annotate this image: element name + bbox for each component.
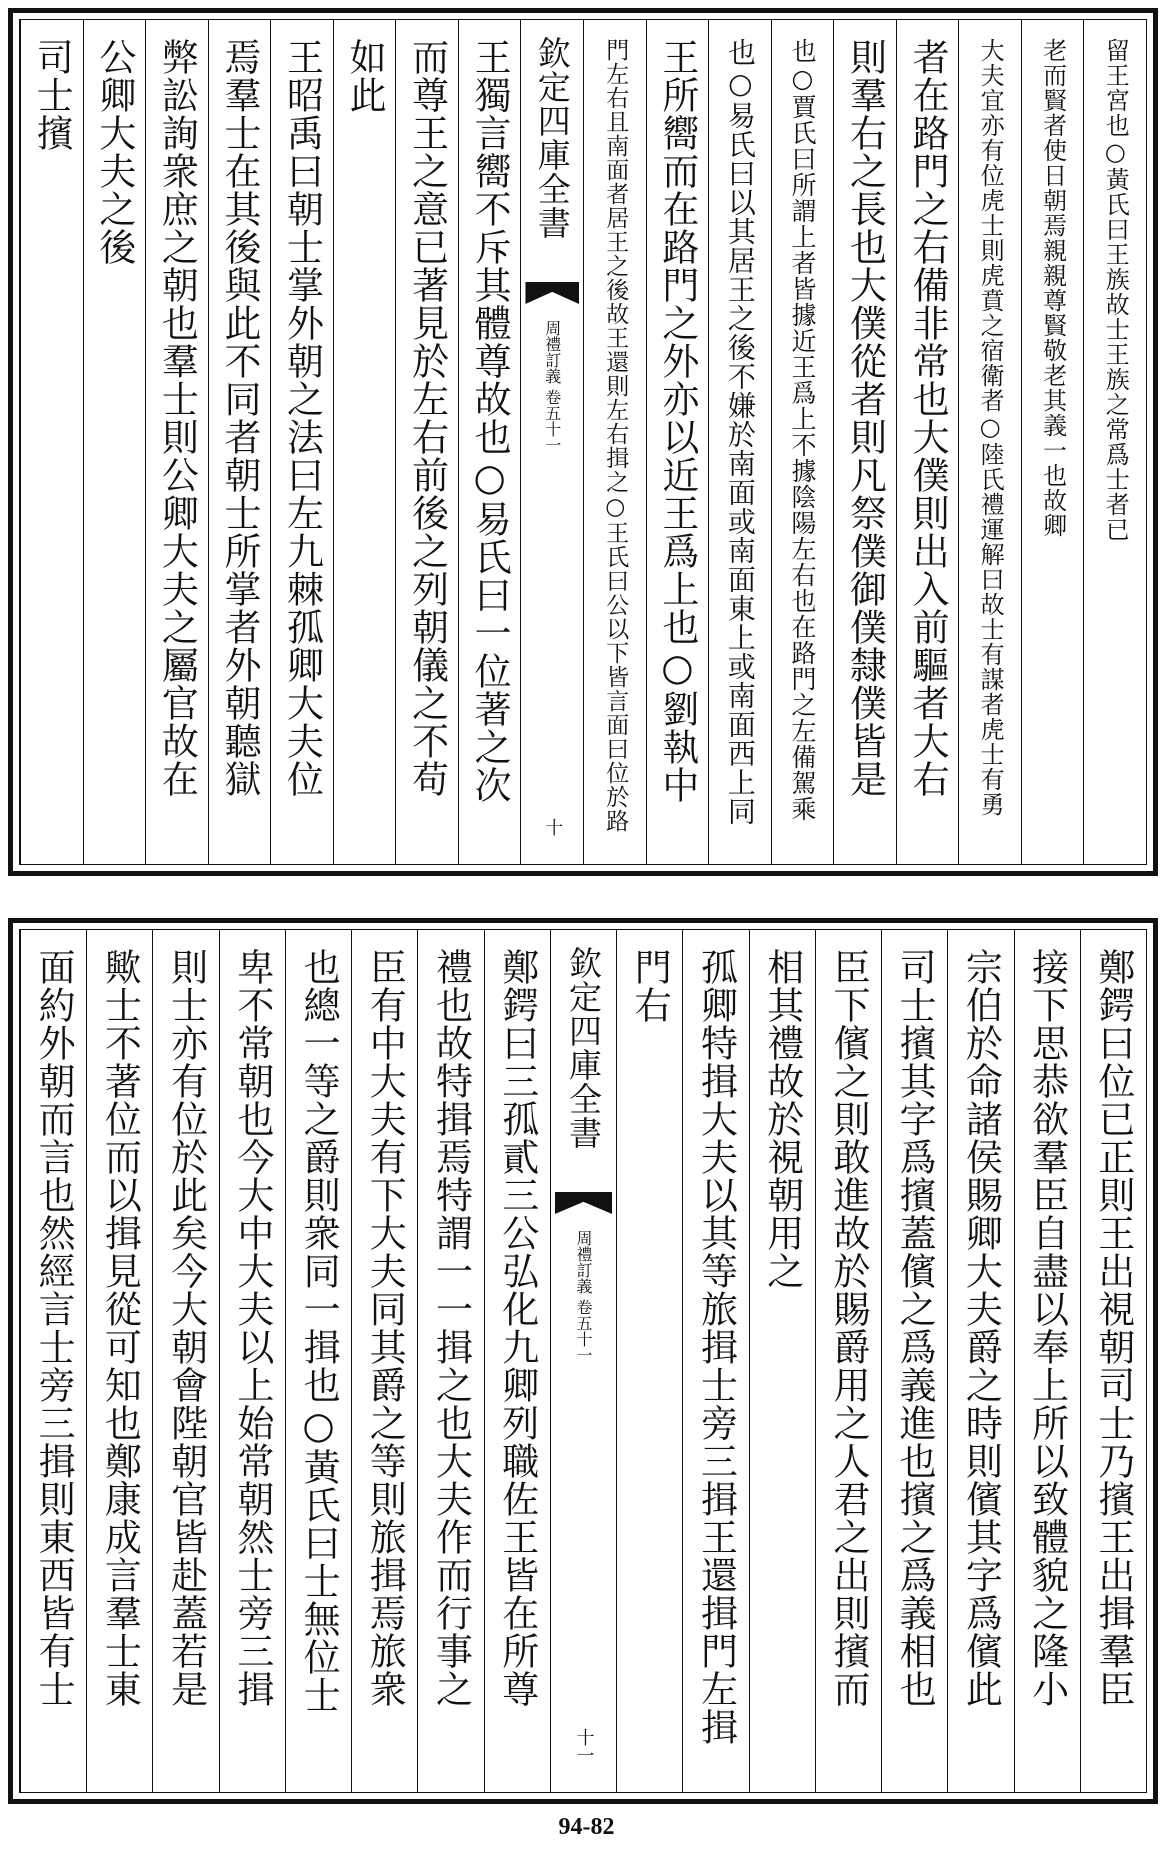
- page-number: 94-82: [558, 1814, 615, 1840]
- top-page: [8, 8, 1158, 876]
- collection-title: 欽定四庫全書: [532, 36, 572, 240]
- column-text: 門右: [628, 948, 672, 1024]
- text-column: [881, 930, 947, 1792]
- column-text: 面約外朝而言也然經言士旁三揖則東西皆有士: [32, 948, 76, 1708]
- leaf-number: 十一: [573, 1728, 595, 1764]
- text-column: [417, 930, 483, 1792]
- text-column: [708, 20, 771, 864]
- text-column: [145, 20, 208, 864]
- text-column: [815, 930, 881, 1792]
- column-text: 孤卿特揖大夫以其等旅揖士旁三揖王還揖門左揖: [694, 948, 738, 1746]
- bottom-page-text-area: [19, 929, 1147, 1793]
- column-text: 大夫宜亦有位虎士則虎賁之宿衛者○陸氏禮運解曰故士有謀者虎士有勇: [976, 38, 1005, 817]
- column-text: 則士亦有位於此矣今大朝會陛朝官皆赴蓋若是: [164, 948, 208, 1708]
- column-text: 者在路門之右備非常也大僕則出入前驅者大右: [906, 38, 950, 798]
- leaf-number: 十: [542, 818, 564, 836]
- text-column: [351, 930, 417, 1792]
- text-column: [83, 20, 146, 864]
- text-column: [395, 20, 458, 864]
- text-column: [484, 930, 550, 1792]
- text-column: [616, 930, 682, 1792]
- text-column: [270, 20, 333, 864]
- text-column: [896, 20, 959, 864]
- column-text: 門左右且南面者居王之後故王還則左右揖之○王氏曰公以下皆言面曰位於路: [602, 38, 629, 833]
- fishtail-mark-icon: [555, 1192, 612, 1214]
- column-text: 臣有中大夫有下大夫同其爵之等則旅揖焉旅衆: [363, 948, 407, 1708]
- column-text: 王獨言嚮不斥其體尊故也○易氏曰一位著之次: [468, 38, 512, 804]
- column-text: 卑不常朝也今大中大夫以上始常朝然士旁三揖: [230, 948, 274, 1708]
- fishtail-mark-icon: [525, 282, 579, 304]
- block-margin: [550, 930, 616, 1792]
- text-column: [646, 20, 709, 864]
- column-text: 王所嚮而在路門之外亦以近王爲上也○劉執中: [655, 38, 699, 804]
- text-column: [219, 930, 285, 1792]
- column-text: 老而賢者使日朝焉親親尊賢敬老其義一也故卿: [1038, 38, 1067, 538]
- text-column: [1083, 20, 1146, 864]
- text-column: [682, 930, 748, 1792]
- block-margin: [520, 20, 583, 864]
- text-column: [771, 20, 834, 864]
- text-column: [833, 20, 896, 864]
- text-column: [583, 20, 646, 864]
- text-column: [1021, 20, 1084, 864]
- column-text: 也○易氏曰以其居王之後不嫌於南面或南面東上或南面西上同: [723, 38, 757, 826]
- column-text: 也總一等之爵則衆同一揖也○黃氏曰士無位士: [297, 948, 341, 1714]
- top-page-text-area: [19, 19, 1147, 865]
- text-column: [958, 20, 1021, 864]
- bottom-page: [8, 918, 1158, 1804]
- collection-title: 欽定四庫全書: [564, 946, 603, 1150]
- text-column: [285, 930, 351, 1792]
- text-column: [20, 20, 83, 864]
- column-text: 臣下儐之則敢進故於賜爵用之人君之出則擯而: [826, 948, 870, 1708]
- text-column: [208, 20, 271, 864]
- volume-label: 周禮訂義 卷五十一: [574, 1230, 593, 1364]
- column-text: 宗伯於命諸侯賜卿大夫爵之時則儐其字爲儐此: [959, 948, 1003, 1708]
- column-text: 而尊王之意已著見於左右前後之列朝儀之不苟: [405, 38, 449, 798]
- column-text: 相其禮故於視朝用之: [760, 948, 804, 1290]
- text-column: [947, 930, 1013, 1792]
- text-column: [333, 20, 396, 864]
- column-text: 司士擯其字爲擯蓋儐之爲義進也擯之爲義相也: [893, 948, 937, 1708]
- column-text: 焉羣士在其後與此不同者朝士所掌者外朝聽獄: [217, 38, 261, 798]
- text-column: [152, 930, 218, 1792]
- column-text: 留王宮也○黃氏曰王族故士王族之常爲士者已: [1101, 38, 1130, 542]
- column-text: 禮也故特揖焉特謂一一揖之也大夫作而行事之: [429, 948, 473, 1708]
- text-column: [749, 930, 815, 1792]
- text-column: [1014, 930, 1080, 1792]
- text-column: [86, 930, 152, 1792]
- column-text: 司士擯: [30, 38, 74, 152]
- column-text: 王昭禹曰朝士掌外朝之法曰左九棘孤卿大夫位: [280, 38, 324, 798]
- column-text: 公卿大夫之後: [92, 38, 136, 266]
- column-text: 接下思恭欲羣臣自盡以奉上所以致體貌之隆小: [1025, 948, 1069, 1708]
- column-text: 歟士不著位而以揖見從可知也鄭康成言羣士東: [98, 948, 142, 1708]
- column-text: 也○賈氏曰所謂上者皆據近王爲上不據陰陽左右也在路門之左備駕乘: [787, 38, 817, 822]
- column-text: 鄭鍔曰位已正則王出視朝司士乃擯王出揖羣臣: [1091, 948, 1135, 1708]
- column-text: 鄭鍔曰三孤貳三公弘化九卿列職佐王皆在所尊: [495, 948, 539, 1708]
- column-text: 弊訟詢衆庶之朝也羣士則公卿大夫之屬官故在: [155, 38, 199, 798]
- text-column: [1080, 930, 1146, 1792]
- column-text: 如此: [343, 38, 387, 114]
- text-column: [20, 930, 86, 1792]
- text-column: [458, 20, 521, 864]
- volume-label: 周禮訂義 卷五十一: [542, 320, 562, 454]
- column-text: 則羣右之長也大僕從者則凡祭僕御僕隸僕皆是: [843, 38, 887, 798]
